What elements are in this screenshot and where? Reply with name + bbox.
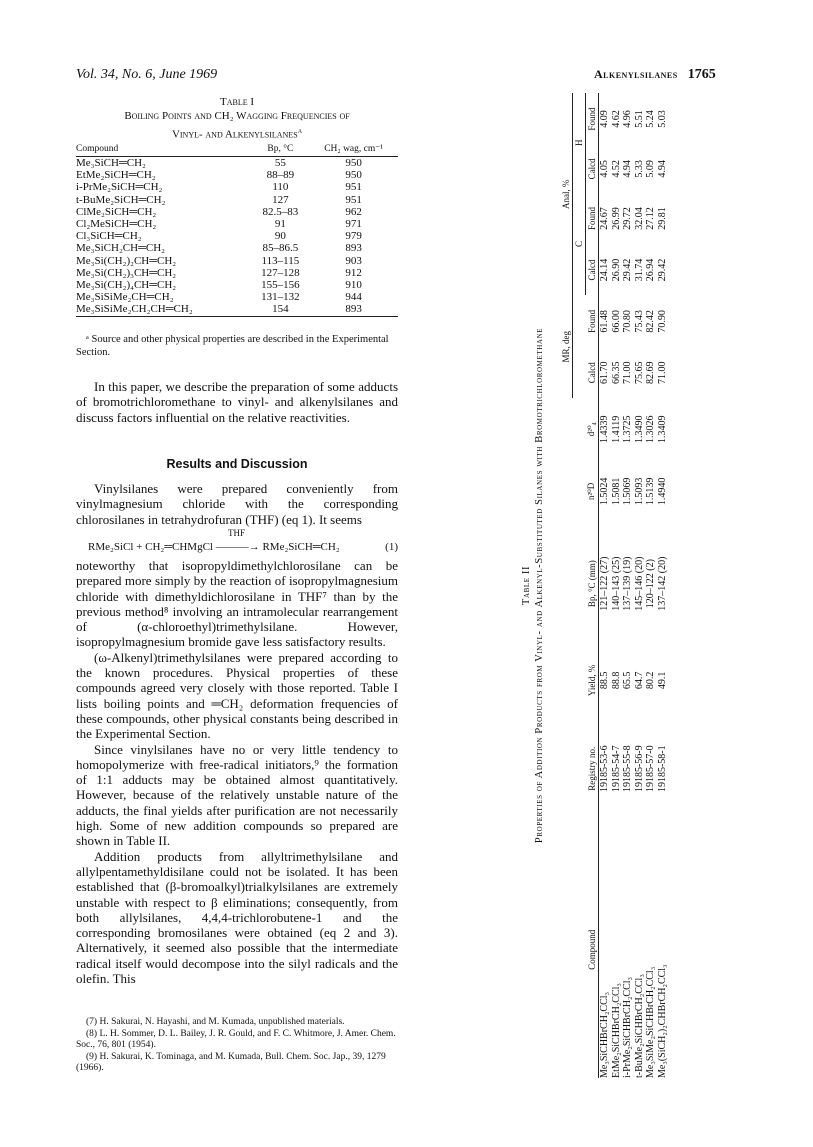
- table-row: [76, 291, 398, 303]
- table-row: [76, 218, 398, 230]
- table-cell: 85–86.5: [262, 242, 299, 255]
- table-cell: 29.81: [656, 207, 668, 230]
- table-cell: 1.5093: [633, 477, 645, 506]
- table-cell: 90: [274, 230, 286, 243]
- table-cell: 950: [345, 157, 362, 169]
- table2-group-h: H: [573, 93, 586, 193]
- table2-column-header: Compound: [586, 821, 599, 1078]
- table-cell: 61.70: [599, 361, 610, 385]
- intro-paragraph: In this paper, we describe the preparation of some adducts of bromotrichloromethane to vinyl- and alkenylsilanes and discuss factors influential on the relative reactivities.: [76, 379, 398, 425]
- table-row: [76, 169, 398, 181]
- table-cell: 75.65: [633, 361, 645, 385]
- table-cell: 1.3026: [645, 415, 657, 443]
- table-cell: 893: [309, 303, 398, 316]
- table-cell: 4.96: [622, 110, 634, 128]
- running-title: Alkenylsilanes: [594, 67, 678, 81]
- table-row: [622, 93, 634, 1078]
- equation-number: (1): [385, 541, 398, 553]
- table-cell: 137–139 (19): [622, 556, 634, 611]
- table1-caption-sup: a: [297, 125, 303, 135]
- table1-footnote: ᵃ Source and other physical properties are described in the Experimental Section.: [76, 334, 389, 358]
- table-row: [645, 93, 657, 1078]
- table-cell: 4.05: [599, 160, 610, 178]
- table2-column-header: Found: [586, 295, 599, 347]
- table-cell: 61.48: [599, 310, 610, 333]
- table1-column-header: CH₂ wag, cm⁻¹: [309, 143, 398, 157]
- table-cell: t-BuMe₂SiCHBrCH₂CCl₃: [633, 974, 645, 1078]
- table2-group-anal: Anal, %: [560, 93, 573, 295]
- table-cell: 5.51: [633, 110, 645, 128]
- table1-header-row: [76, 143, 398, 157]
- table-row: [76, 267, 398, 279]
- table-row: [76, 206, 398, 218]
- table-cell: 64.7: [633, 671, 645, 690]
- table-cell: i-PrMe₂SiCHBrCH₂CCl₃: [622, 976, 634, 1078]
- table-cell: 5.09: [645, 160, 657, 178]
- table-row: [76, 255, 398, 267]
- table-cell: Me₃SiCH₂CH═CH₂: [76, 242, 165, 255]
- table-row: [634, 93, 646, 1078]
- table-cell: 1.5081: [610, 477, 622, 506]
- table-cell: Me₃Si(CH₂)₂CH═CH₂: [76, 254, 177, 267]
- table-cell: 950: [345, 169, 362, 182]
- table-cell: 80.2: [645, 671, 657, 690]
- table2-column-header: Registry no.: [586, 716, 599, 821]
- table-cell: 979: [345, 230, 362, 243]
- table-cell: 1.4940: [656, 477, 668, 506]
- table-cell: Cl₂MeSiCH═CH₂: [76, 218, 157, 231]
- table-cell: 88–89: [266, 169, 295, 182]
- table-cell: 26.99: [610, 207, 622, 230]
- table2-label: Table II: [521, 565, 532, 606]
- table-cell: 70.90: [656, 310, 668, 333]
- table-cell: 154: [251, 303, 309, 316]
- table1-caption-line2-wrap: [76, 123, 398, 142]
- table1-caption-line2: Vinyl- and Alkenylsilanes: [171, 128, 298, 141]
- table-cell: 19185-56-9: [633, 745, 645, 793]
- table-cell: Me₃SiMe₂SiCHBrCH₂CCl₃: [645, 966, 657, 1078]
- table2-column-header: n²⁰D: [586, 460, 599, 522]
- table-cell: 31.74: [633, 258, 645, 282]
- table2-caption: [520, 93, 546, 1078]
- table2-group-spacer: [573, 295, 586, 1078]
- table-cell: 951: [345, 193, 362, 206]
- table-cell: 24.14: [599, 258, 610, 282]
- table-cell: 32.04: [633, 207, 645, 230]
- table-cell: 137–142 (20): [656, 556, 668, 611]
- table-cell: Me₃SiCH═CH₂: [76, 157, 146, 169]
- table-cell: 5.24: [645, 110, 657, 128]
- table-cell: 912: [345, 266, 362, 279]
- journal-volume-header: Vol. 34, No. 6, June 1969: [76, 67, 218, 82]
- table-cell: 962: [345, 205, 362, 218]
- table-cell: 55: [274, 157, 286, 169]
- table1-label: Table I: [219, 96, 255, 108]
- table2-header-row: [586, 93, 599, 1078]
- table2-column-header: Calcd: [586, 347, 599, 398]
- table2-column-header: d²⁰₄: [586, 398, 599, 460]
- table2-column-header: Found: [586, 193, 599, 245]
- equation-text: RMe₂SiCl + CH₂═CHMgCl ———→ RMe₂SiCH═CH₂: [88, 541, 340, 553]
- table-cell: 65.5: [622, 671, 634, 690]
- table-cell: 82.5–83: [262, 205, 299, 218]
- table-cell: Me₃Si(CH₂)₄CH═CH₂: [76, 279, 177, 292]
- table2-caption-text: Properties of Addition Products from Vinyl- and Alkenyl-Substituted Silanes with Bromotrichloromethane: [534, 327, 545, 844]
- table-cell: 91: [274, 218, 286, 231]
- table-cell: 26.94: [645, 258, 657, 282]
- table-row: [657, 93, 669, 1078]
- table-cell: 1.5139: [645, 477, 657, 506]
- table-cell: 4.09: [599, 110, 610, 128]
- table-cell: 1.3725: [622, 415, 634, 443]
- table-cell: t-BuMe₂SiCH═CH₂: [76, 193, 166, 206]
- table-cell: 155–156: [261, 279, 300, 292]
- table-cell: Me₃(SiCH₂)₂CHBrCH₂CCl₃: [656, 964, 668, 1078]
- table-cell: 1.3490: [633, 415, 645, 443]
- table1-caption: [76, 95, 398, 142]
- table-cell: 110: [272, 181, 289, 194]
- table-cell: 4.52: [610, 160, 622, 178]
- table2-column-header: Calcd: [586, 245, 599, 296]
- table-cell: Me₃Si(CH₂)₃CH═CH₂: [76, 266, 177, 279]
- table-cell: 910: [345, 279, 362, 292]
- table-cell: 19185-57-0: [645, 745, 657, 793]
- table2-group-c: C: [573, 193, 586, 296]
- table-cell: 66.35: [610, 361, 622, 385]
- table-cell: Me₃SiSiMe₂CH═CH₂: [76, 291, 174, 304]
- table2-column-header: Found: [586, 93, 599, 145]
- table-cell: 5.33: [633, 160, 645, 178]
- body-paragraph-vinylsilanes: Vinylsilanes were prepared conveniently from vinylmagnesium chloride with the corresponding chlorosilanes in tetrahydrofuran (THF) (eq 1). It seems: [76, 481, 398, 527]
- table-cell: 944: [345, 291, 362, 304]
- table-cell: 140–143 (25): [610, 556, 622, 611]
- table-cell: 893: [345, 242, 362, 255]
- table2-body: [599, 93, 669, 1078]
- table1-body: [76, 157, 398, 317]
- table-row: [76, 279, 398, 291]
- table2-column-header: Calcd: [586, 145, 599, 192]
- table1-column-header: Compound: [76, 143, 251, 157]
- table1-caption-line1: Boiling Points and CH₂ Wagging Frequencies of: [124, 110, 350, 122]
- section-heading: Results and Discussion: [166, 457, 308, 471]
- table-row: [611, 93, 623, 1078]
- body-paragraph: Since vinylsilanes have no or very little tendency to homopolymerize with free-radical initiators,⁹ the formation of 1:1 adducts may be obtained almost quantitatively. However, because of the relatively unstable nature of the adducts, the final yields after purification are not necessarily high. Some of new addition compounds so prepared are shown in Table II.: [76, 741, 398, 849]
- table-cell: 26.90: [610, 258, 622, 282]
- table-cell: 145–146 (20): [633, 556, 645, 611]
- table2-column-header: Yield, %: [586, 645, 599, 716]
- table-cell: 19185-55-8: [622, 745, 634, 793]
- table-cell: 1.4339: [599, 415, 610, 443]
- table-cell: 971: [345, 218, 362, 231]
- table-cell: 29.42: [622, 258, 634, 282]
- table-cell: 4.94: [622, 160, 634, 178]
- table-cell: EtMe₂SiCHBrCH₂CCl₃: [610, 983, 622, 1078]
- table-cell: 1.3409: [656, 415, 668, 443]
- footnote: (9) H. Sakurai, K. Tominaga, and M. Kumada, Bull. Chem. Soc. Jap., 39, 1279 (1966).: [76, 1051, 386, 1074]
- table-cell: 127: [272, 193, 289, 206]
- table-cell: 29.72: [622, 207, 634, 230]
- table-cell: Cl₃SiCH═CH₂: [76, 230, 142, 243]
- table-cell: Me₃SiSiMe₂CH₂CH═CH₂: [76, 303, 251, 316]
- table-row: [76, 242, 398, 254]
- table-cell: 903: [345, 254, 362, 267]
- table-row: [76, 157, 398, 170]
- table-cell: 88.5: [599, 671, 610, 690]
- table-cell: 113–115: [261, 254, 300, 267]
- table-cell: 24.67: [599, 207, 610, 230]
- table-row: [76, 303, 398, 316]
- table-cell: Me₃SiCHBrCH₂CCl₃: [599, 991, 610, 1078]
- table-cell: 27.12: [645, 207, 657, 230]
- body-text: [76, 558, 398, 986]
- table2-group-spacer: [560, 398, 573, 1078]
- footnotes: [76, 1017, 398, 1075]
- running-header: [594, 67, 716, 83]
- table-cell: 19185-54-7: [610, 745, 622, 793]
- table-cell: 120–122 (2): [645, 559, 657, 609]
- table2-group-mr: MR, deg: [560, 295, 573, 398]
- equation-solvent: THF: [228, 528, 246, 538]
- table-cell: 71.00: [622, 361, 634, 385]
- table-cell: 121–122 (27): [599, 556, 610, 611]
- table-cell: 19185-53-6: [599, 745, 610, 793]
- table-cell: 71.00: [656, 361, 668, 385]
- footnote: (7) H. Sakurai, N. Hayashi, and M. Kumada, unpublished materials.: [86, 1017, 345, 1027]
- table-cell: 88.8: [610, 671, 622, 690]
- table-cell: 5.03: [656, 110, 668, 128]
- table-row: [599, 93, 611, 1078]
- table-cell: 1.5024: [599, 477, 610, 506]
- table-cell: EtMe₂SiCH═CH₂: [76, 169, 156, 182]
- body-paragraph: noteworthy that isopropyldimethylchlorosilane can be prepared more simply by the reaction of isopropylmagnesium chloride with dimethyldichlorosilane in THF⁷ than by the previous method⁸ involving an intramolecular rearrangement of (α-chloroethyl)trimethylsilane. However, isopropylmagnesium bromide gave less satisfactory results.: [76, 558, 398, 650]
- table-cell: 29.42: [656, 258, 668, 282]
- table-cell: ClMe₂SiCH═CH₂: [76, 205, 157, 218]
- table-cell: 1.5069: [622, 477, 634, 506]
- table-cell: 66.00: [610, 310, 622, 333]
- footnote: (8) L. H. Sommer, D. L. Bailey, J. R. Gould, and F. C. Whitmore, J. Amer. Chem. Soc., 76, 801 (1954).: [76, 1028, 396, 1051]
- table-row: [76, 230, 398, 242]
- table-cell: 4.62: [610, 110, 622, 128]
- body-paragraph: Addition products from allyltrimethylsilane and allylpentamethyldisilane could not be isolated. It has been established that (β-bromoalkyl)trialkylsilanes are extremely unstable with respect to β eliminations; consequently, from both allylsilanes, 4,4,4-trichlorobutene-1 and the corresponding bromosilanes were obtained (eq 2 and 3). Alternatively, it seemed also possible that the intermediate radical itself would decompose into the silyl radicals and the olefin. This: [76, 848, 398, 987]
- table-row: [76, 194, 398, 206]
- table1-column-header: Bp, °C: [251, 143, 309, 157]
- table-cell: 951: [345, 181, 362, 194]
- table2-rotated: [520, 93, 682, 1078]
- table-cell: 82.69: [645, 361, 657, 385]
- table-cell: 1.4119: [610, 415, 622, 443]
- table-cell: i-PrMe₂SiCH═CH₂: [76, 181, 163, 194]
- table-row: [76, 181, 398, 193]
- table2: [560, 93, 669, 1078]
- table2-subgroup-row: [573, 93, 586, 1078]
- table-cell: 131–132: [261, 291, 300, 304]
- table-cell: 19185-58-1: [656, 745, 668, 793]
- table1: [76, 143, 398, 317]
- page-number: 1765: [687, 67, 716, 82]
- body-paragraph: (ω-Alkenyl)trimethylsilanes were prepared according to the known procedures. Physical properties of these compounds agreed very closely with those reported. Table I lists boiling points and ═CH₂ deformation frequencies of these compounds, other physical constants being described in the Experimental Section.: [76, 649, 398, 742]
- table2-group-header-row: [560, 93, 573, 1078]
- table2-column-header: Bp, °C (mm): [586, 522, 599, 644]
- table-cell: 75.43: [633, 310, 645, 333]
- table-cell: 49.1: [656, 671, 668, 690]
- table-cell: 82.42: [645, 310, 657, 333]
- table-cell: 4.94: [656, 160, 668, 178]
- table-cell: 127–128: [261, 266, 300, 279]
- table-cell: 70.80: [622, 310, 634, 333]
